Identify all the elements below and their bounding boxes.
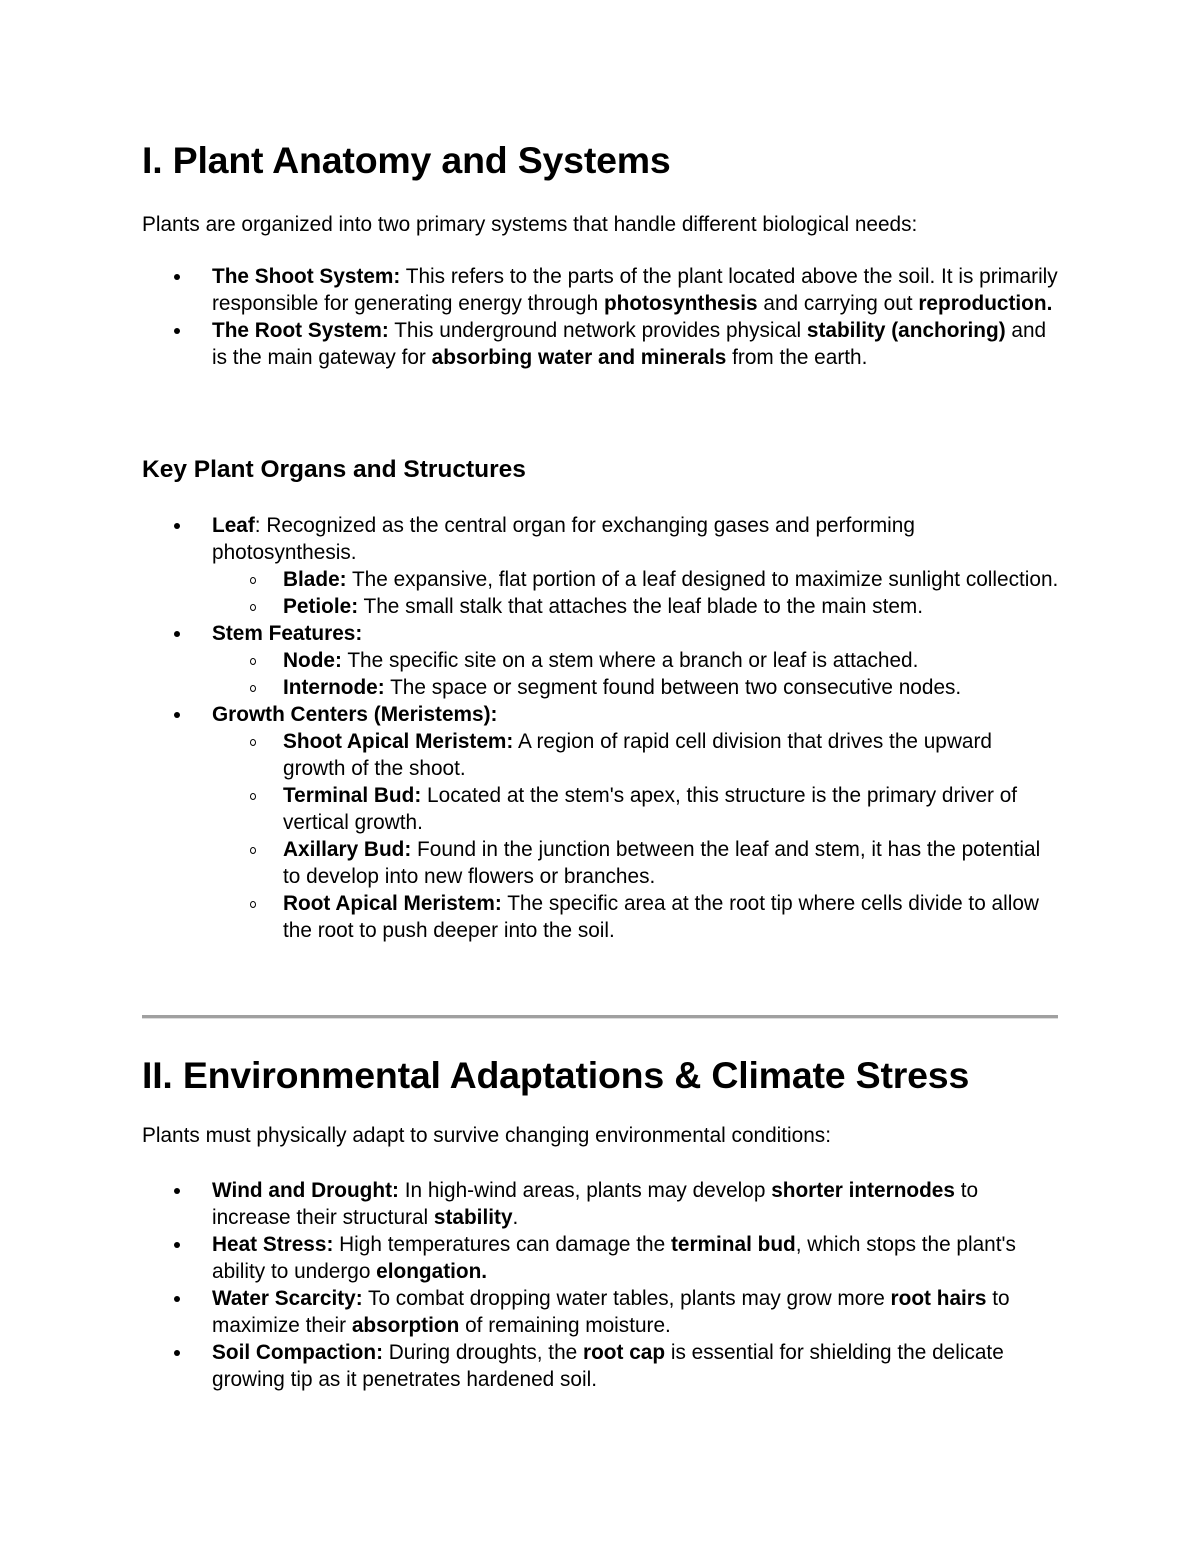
- bold-text: shorter internodes: [771, 1179, 955, 1202]
- text: to increase their structural: [212, 1179, 979, 1229]
- text: In high-wind areas, plants may develop: [398, 1179, 772, 1202]
- bullet-icon: [174, 1242, 180, 1248]
- circle-bullet-icon: [250, 604, 256, 611]
- list-item-water-scarcity: [142, 1285, 1060, 1339]
- text: of remaining moisture.: [459, 1314, 671, 1337]
- text: The small stalk that attaches the leaf blade to the main stem.: [358, 595, 924, 618]
- term: Stem Features:: [212, 622, 363, 645]
- bullet-icon: [174, 523, 180, 529]
- sublist-item-petiole: [212, 593, 1060, 620]
- term: Petiole:: [283, 595, 359, 618]
- adaptations-list: [142, 1177, 1060, 1393]
- text: Located at the stem's apex, this structure is the primary driver of vertical growth.: [283, 784, 1018, 834]
- horizontal-divider: [142, 1015, 1058, 1019]
- bold-text: root hairs: [890, 1287, 987, 1310]
- list-item-soil-compaction: [142, 1339, 1060, 1393]
- list-item-heat-stress: [142, 1231, 1060, 1285]
- term: The Shoot System:: [212, 265, 401, 288]
- list-item-wind-and-drought: [142, 1177, 1060, 1231]
- text: Found in the junction between the leaf and stem, it has the potential to develop into new flowers or branches.: [283, 838, 1041, 888]
- term: Heat Stress:: [212, 1233, 334, 1256]
- text: : Recognized as the central organ for exchanging gases and performing photosynthesis.: [212, 514, 915, 564]
- bullet-icon: [174, 631, 180, 637]
- list-item-growth-centers: [142, 701, 1060, 944]
- bold-text: stability: [433, 1206, 513, 1229]
- term: Root Apical Meristem:: [283, 892, 502, 915]
- list-item-leaf: [142, 512, 1060, 620]
- term: The Root System:: [212, 319, 389, 342]
- text: .: [512, 1206, 519, 1229]
- section-2-intro: Plants must physically adapt to survive changing environmental conditions:: [142, 1124, 831, 1147]
- circle-bullet-icon: [250, 739, 256, 746]
- bold-text: absorption: [351, 1314, 460, 1337]
- circle-bullet-icon: [250, 658, 256, 665]
- term: Soil Compaction:: [212, 1341, 383, 1364]
- bullet-icon: [174, 1188, 180, 1194]
- section-1-intro: Plants are organized into two primary systems that handle different biological needs:: [142, 213, 918, 236]
- sublist-item-blade: [212, 566, 1060, 593]
- bold-text: root cap: [583, 1341, 666, 1364]
- list-item-shoot-system: [142, 263, 1060, 317]
- bold-text: terminal bud: [670, 1233, 796, 1256]
- term: Water Scarcity:: [212, 1287, 363, 1310]
- text: This underground network provides physical: [388, 319, 807, 342]
- bold-text: stability (anchoring): [806, 319, 1006, 342]
- plant-systems-list: [142, 263, 1060, 371]
- text: The specific area at the root tip where cells divide to allow the root to push deeper into the soil.: [283, 892, 1039, 942]
- section-1-heading: I. Plant Anatomy and Systems: [142, 139, 671, 181]
- organs-subheading: Key Plant Organs and Structures: [142, 456, 526, 483]
- bullet-icon: [174, 1296, 180, 1302]
- text: to maximize their: [212, 1287, 1010, 1337]
- term: Axillary Bud:: [283, 838, 412, 861]
- bold-text: elongation.: [376, 1260, 488, 1283]
- sublist-item-axillary-bud: [212, 836, 1060, 890]
- circle-bullet-icon: [250, 901, 256, 908]
- bold-text: photosynthesis: [603, 292, 758, 315]
- circle-bullet-icon: [250, 793, 256, 800]
- sublist-item-shoot-apical-meristem: [212, 728, 1060, 782]
- sublist-item-terminal-bud: [212, 782, 1060, 836]
- term: Leaf: [212, 514, 255, 537]
- term: Blade:: [283, 568, 347, 591]
- text: The space or segment found between two consecutive nodes.: [384, 676, 962, 699]
- term: Node:: [283, 649, 342, 672]
- text: and carrying out: [757, 292, 919, 315]
- sublist-item-root-apical-meristem: [212, 890, 1060, 944]
- bullet-icon: [174, 1350, 180, 1356]
- term: Internode:: [283, 676, 385, 699]
- term: Shoot Apical Meristem:: [283, 730, 514, 753]
- bold-text: reproduction.: [918, 292, 1053, 315]
- text: and is the main gateway for: [212, 319, 1047, 369]
- plant-organs-list: [142, 512, 1060, 944]
- text: This refers to the parts of the plant located above the soil. It is primarily responsible for generating energy through: [212, 265, 1058, 315]
- sublist-item-node: [212, 647, 1060, 674]
- section-2-heading: II. Environmental Adaptations & Climate Stress: [142, 1054, 970, 1096]
- text: from the earth.: [726, 346, 868, 369]
- term: Terminal Bud:: [283, 784, 422, 807]
- bullet-icon: [174, 328, 180, 334]
- text: To combat dropping water tables, plants may grow more: [362, 1287, 891, 1310]
- text: The expansive, flat portion of a leaf designed to maximize sunlight collection.: [346, 568, 1059, 591]
- term: Growth Centers (Meristems):: [212, 703, 498, 726]
- leaf-sublist: [212, 566, 1060, 620]
- meristems-sublist: [212, 728, 1060, 944]
- text: A region of rapid cell division that drives the upward growth of the shoot.: [283, 730, 992, 780]
- text: , which stops the plant's ability to undergo: [212, 1233, 1016, 1283]
- circle-bullet-icon: [250, 577, 256, 584]
- bold-text: absorbing water and minerals: [431, 346, 727, 369]
- bullet-icon: [174, 274, 180, 280]
- text: The specific site on a stem where a branch or leaf is attached.: [341, 649, 919, 672]
- text: is essential for shielding the delicate growing tip as it penetrates hardened soil.: [212, 1341, 1004, 1391]
- list-item-stem-features: [142, 620, 1060, 701]
- list-item-root-system: [142, 317, 1060, 371]
- text: During droughts, the: [383, 1341, 583, 1364]
- circle-bullet-icon: [250, 685, 256, 692]
- stem-sublist: [212, 647, 1060, 701]
- sublist-item-internode: [212, 674, 1060, 701]
- term: Wind and Drought:: [212, 1179, 399, 1202]
- bullet-icon: [174, 712, 180, 718]
- circle-bullet-icon: [250, 847, 256, 854]
- text: High temperatures can damage the: [333, 1233, 671, 1256]
